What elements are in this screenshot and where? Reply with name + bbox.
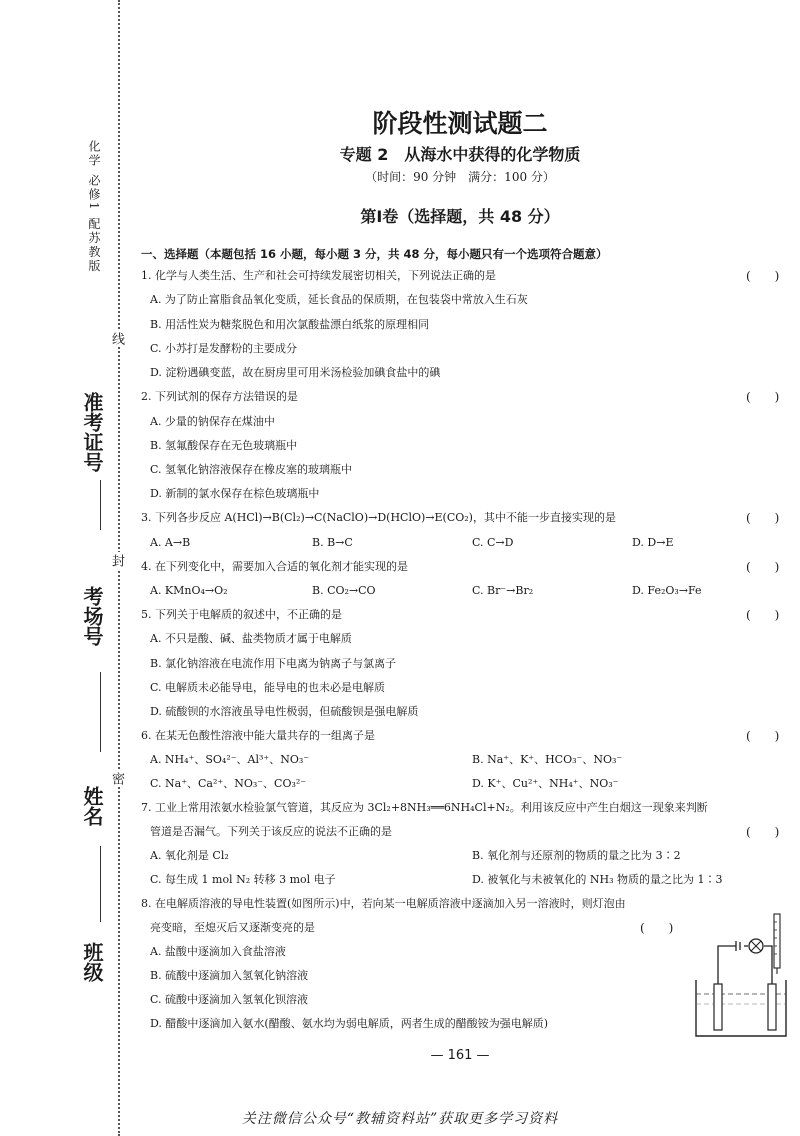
question-8-option-b: B. 硫酸中逐滴加入氢氧化钠溶液 [150, 969, 309, 982]
question-4-stem: 4. 在下列变化中，需要加入合适的氧化剂才能实现的是 [141, 560, 408, 573]
question-5-option-c: C. 电解质未必能导电，能导电的也未必是电解质 [150, 681, 386, 694]
question-1-option-d: D. 淀粉遇碘变蓝，故在厨房里可用米汤检验加碘食盐中的碘 [150, 366, 441, 379]
question-1-stem: 1. 化学与人类生活、生产和社会可持续发展密切相关，下列说法正确的是 [141, 269, 496, 282]
answer-paren-3[interactable]: ( ) [746, 511, 780, 525]
question-7-option-c: C. 每生成 1 mol N₂ 转移 3 mol 电子 [150, 873, 336, 886]
page-title: 阶段性测试题二 [372, 109, 548, 138]
question-4-option-a: A. KMnO₄→O₂ [150, 584, 228, 597]
question-6-option-d: D. K⁺、Cu²⁺、NH₄⁺、NO₃⁻ [472, 777, 619, 790]
question-1-option-c: C. 小苏打是发酵粉的主要成分 [150, 342, 298, 355]
page-number: — 161 — [430, 1048, 490, 1063]
field-exam-room-rule [100, 672, 101, 752]
field-name-rule [100, 846, 101, 922]
field-exam-room: 考场号 [80, 586, 104, 646]
question-5-stem: 5. 下列关于电解质的叙述中，不正确的是 [141, 608, 342, 621]
question-2-option-d: D. 新制的氯水保存在棕色玻璃瓶中 [150, 487, 320, 500]
field-class: 班级 [80, 942, 104, 982]
subject-edition: 化学 必修1 配苏教版 [87, 140, 101, 274]
electrode-right [768, 984, 776, 1030]
question-4-option-b: B. CO₂→CO [312, 584, 376, 597]
answer-paren-4[interactable]: ( ) [746, 560, 780, 574]
field-name: 姓名 [80, 786, 104, 826]
question-6-stem: 6. 在某无色酸性溶液中能大量共存的一组离子是 [141, 729, 375, 742]
question-6-option-c: C. Na⁺、Ca²⁺、NO₃⁻、CO₃²⁻ [150, 777, 307, 790]
question-7-option-d: D. 被氧化与未被氧化的 NH₃ 物质的量之比为 1∶3 [472, 873, 723, 886]
question-8-option-a: A. 盐酸中逐滴加入食盐溶液 [150, 945, 286, 958]
part-title: 第Ⅰ卷（选择题，共 48 分） [360, 207, 560, 226]
time-and-score: （时间：90 分钟 满分：100 分） [365, 170, 555, 184]
question-8-option-c: C. 硫酸中逐滴加入氢氧化钡溶液 [150, 993, 309, 1006]
seal-mark-seal: 封 [109, 554, 124, 567]
seal-mark-secret: 密 [109, 772, 124, 785]
question-6-option-a: A. NH₄⁺、SO₄²⁻、Al³⁺、NO₃⁻ [150, 753, 310, 766]
question-4-option-d: D. Fe₂O₃→Fe [632, 584, 702, 597]
conductivity-apparatus-figure [690, 912, 790, 1042]
question-3-stem: 3. 下列各步反应 A(HCl)→B(Cl₂)→C(NaClO)→D(HClO)→E(CO₂)，其中不能一步直接实现的是 [141, 511, 616, 524]
question-3-option-a: A. A→B [150, 536, 191, 549]
question-1-option-b: B. 用活性炭为糖浆脱色和用次氯酸盐漂白纸浆的原理相同 [150, 318, 430, 331]
question-1-option-a: A. 为了防止富脂食品氧化变质，延长食品的保质期，在包装袋中常放入生石灰 [150, 293, 528, 306]
question-2-option-a: A. 少量的钠保存在煤油中 [150, 415, 275, 428]
seal-mark-line: 线 [109, 332, 124, 345]
footer-note: 关注微信公众号“教辅资料站”获取更多学习资料 [241, 1111, 559, 1127]
question-7-stem-continued: 管道是否漏气。下列关于该反应的说法不正确的是 [150, 825, 392, 838]
question-7-option-b: B. 氧化剂与还原剂的物质的量之比为 3∶2 [472, 849, 681, 862]
topic-subtitle: 专题 2 从海水中获得的化学物质 [339, 145, 581, 164]
question-8-option-d: D. 醋酸中逐滴加入氨水(醋酸、氨水均为弱电解质，两者生成的醋酸铵为强电解质) [150, 1017, 549, 1030]
answer-paren-2[interactable]: ( ) [746, 390, 780, 404]
question-3-option-c: C. C→D [472, 536, 514, 549]
answer-paren-6[interactable]: ( ) [746, 729, 780, 743]
answer-paren-8[interactable]: ( ) [640, 921, 674, 935]
question-8-stem: 8. 在电解质溶液的导电性装置(如图所示)中，若向某一电解质溶液中逐滴加入另一溶液时，则灯泡由 [141, 897, 626, 910]
question-5-option-b: B. 氯化钠溶液在电流作用下电离为钠离子与氯离子 [150, 657, 397, 670]
field-exam-id: 准考证号 [80, 392, 104, 472]
question-5-option-d: D. 硫酸钡的水溶液虽导电性极弱，但硫酸钡是强电解质 [150, 705, 419, 718]
question-3-option-b: B. B→C [312, 536, 353, 549]
electrode-left [714, 984, 722, 1030]
answer-paren-5[interactable]: ( ) [746, 608, 780, 622]
question-5-option-a: A. 不只是酸、碱、盐类物质才属于电解质 [150, 632, 352, 645]
question-8-stem-continued: 亮变暗，至熄灭后又逐渐变亮的是 [150, 921, 315, 934]
question-2-stem: 2. 下列试剂的保存方法错误的是 [141, 390, 298, 403]
answer-paren-1[interactable]: ( ) [746, 269, 780, 283]
question-7-stem: 7. 工业上常用浓氨水检验氯气管道，其反应为 3Cl₂+8NH₃══6NH₄Cl+N₂。利用该反应中产生白烟这一现象来判断 [141, 801, 708, 814]
field-exam-id-rule [100, 480, 101, 530]
answer-paren-7[interactable]: ( ) [746, 825, 780, 839]
question-2-option-c: C. 氢氧化钠溶液保存在橡皮塞的玻璃瓶中 [150, 463, 353, 476]
question-6-option-b: B. Na⁺、K⁺、HCO₃⁻、NO₃⁻ [472, 753, 623, 766]
section-heading: 一、选择题（本题包括 16 小题，每小题 3 分，共 48 分，每小题只有一个选项符合题意） [141, 247, 608, 261]
question-7-option-a: A. 氧化剂是 Cl₂ [150, 849, 229, 862]
question-3-option-d: D. D→E [632, 536, 674, 549]
question-2-option-b: B. 氢氟酸保存在无色玻璃瓶中 [150, 439, 298, 452]
question-4-option-c: C. Br⁻→Br₂ [472, 584, 534, 597]
